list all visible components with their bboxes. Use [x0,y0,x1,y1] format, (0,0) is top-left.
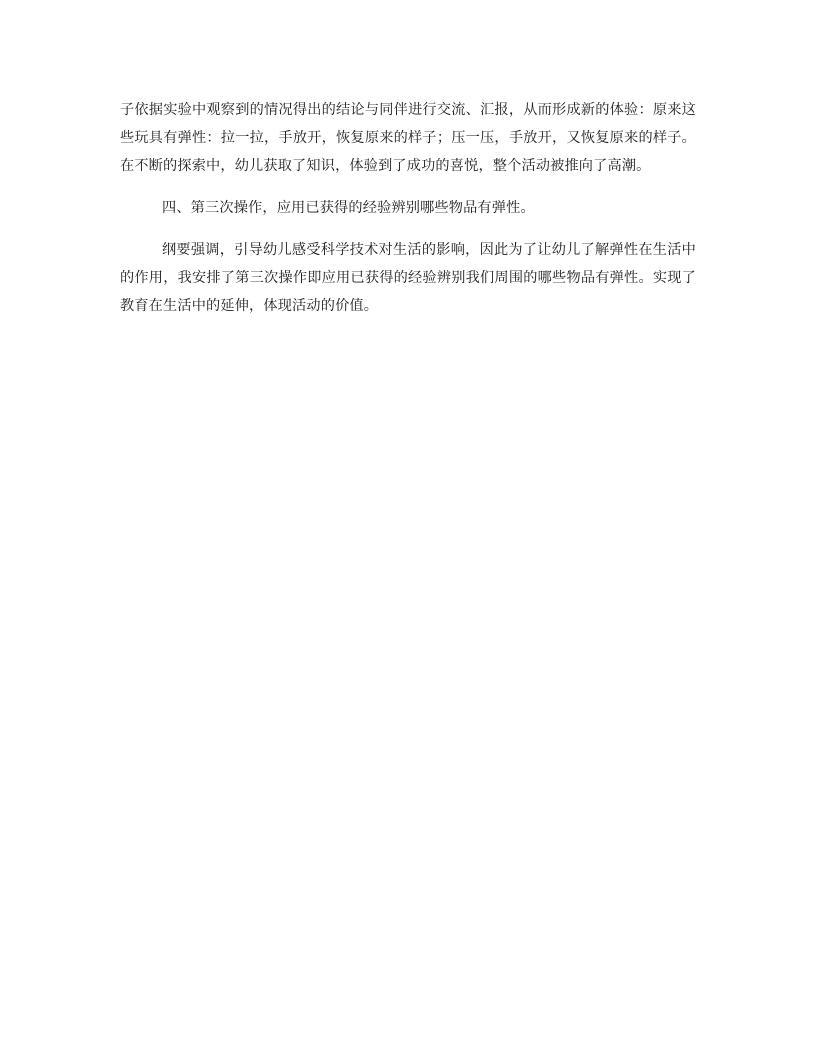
paragraph-body: 纲要强调，引导幼儿感受科学技术对生活的影响，因此为了让幼儿了解弹性在生活中的作用，我安排了第三次操作即应用已获得的经验辨别我们周围的哪些物品有弹性。实现了教育在生活中的延伸，体现活动的价值。 [120,242,696,314]
document-body [120,96,696,334]
paragraph-continuation: 子依据实验中观察到的情况得出的结论与同伴进行交流、汇报，从而形成新的体验：原来这些玩具有弹性：拉一拉，手放开，恢复原来的样子；压一压，手放开，又恢复原来的样子。在不断的探索中，幼儿获取了知识，体验到了成功的喜悦，整个活动被推向了高潮。 [120,102,696,174]
paragraph-section-heading: 四、第三次操作，应用已获得的经验辨别哪些物品有弹性。 [162,200,535,216]
